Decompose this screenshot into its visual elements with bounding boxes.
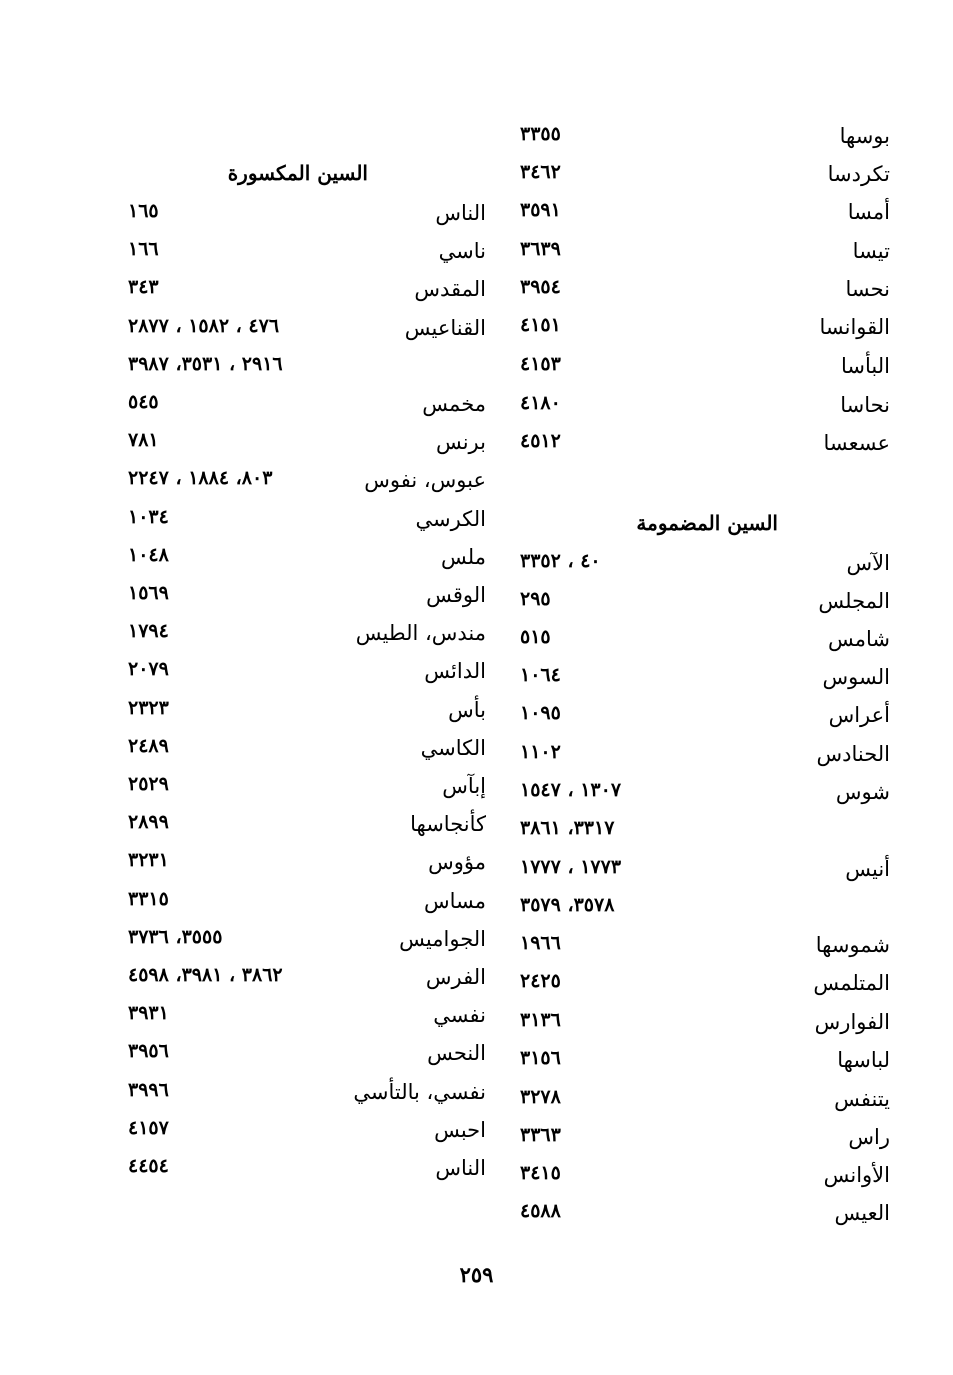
entry-word: العيس <box>834 1201 890 1225</box>
index-entry <box>520 157 890 191</box>
entry-word: المجلس <box>818 589 890 613</box>
entry-word: مخمس <box>422 392 486 416</box>
entry-word: الوقس <box>426 583 486 607</box>
entry-numbers: ٣٣١٥ <box>128 887 169 910</box>
entry-numbers: ٢٨٩٩ <box>128 811 169 834</box>
index-entry <box>128 922 486 956</box>
entry-word: الأوانس <box>823 1163 890 1187</box>
index-entry <box>520 928 890 962</box>
entry-numbers: ٣١٣٦ <box>520 1009 561 1031</box>
entry-word: القوانسا <box>819 315 890 339</box>
entry-word: أمسا <box>847 200 890 224</box>
right-column <box>520 0 890 1375</box>
index-entry <box>520 195 890 229</box>
index-entry <box>128 1151 486 1185</box>
entry-word: السوس <box>822 665 890 689</box>
index-entry <box>520 426 890 460</box>
index-entry <box>520 1120 890 1154</box>
index-entry <box>520 119 890 153</box>
index-entry <box>128 807 486 841</box>
section-heading: السين المكسورة <box>227 161 368 185</box>
entry-word: الناس <box>435 1156 486 1180</box>
index-entry <box>520 966 890 1000</box>
entry-numbers: ٢٩٥ <box>520 588 551 610</box>
index-entry <box>128 1036 486 1070</box>
index-entry <box>128 998 486 1032</box>
entry-word: أعراس <box>828 703 890 727</box>
entry-word: عسعسا <box>823 431 890 455</box>
entry-numbers: ٤٥٨٨ <box>520 1200 561 1222</box>
entry-word: إبآس <box>442 774 486 798</box>
entry-numbers: ٢٠٧٩ <box>128 658 169 681</box>
entry-numbers: ١٦٦ <box>128 238 159 261</box>
entry-numbers: ٣٥٩١ <box>520 199 561 221</box>
entry-numbers: ١١٠٢ <box>520 741 561 763</box>
entry-numbers: ٥١٥ <box>520 626 551 648</box>
index-entry <box>128 387 486 421</box>
entry-word: كأنجاسها <box>410 812 486 837</box>
entry-numbers: ١٧٧٣ ، ١٧٧٧ <box>520 856 622 878</box>
entry-numbers: ٣١٥٦ <box>520 1047 561 1069</box>
entry-numbers: ٤٤٥٤ <box>128 1155 169 1177</box>
entry-numbers: ٨٠٣، ١٨٨٤ ، ٢٢٤٧ <box>128 467 273 490</box>
index-entry <box>520 1158 890 1192</box>
index-entry <box>128 654 486 688</box>
entry-word: يتنفس <box>834 1087 890 1111</box>
entry-numbers: ٢٣٢٣ <box>128 696 169 719</box>
entry-numbers: ٤٧٦ ، ١٥٨٢ ، ٢٨٧٧ <box>128 314 280 337</box>
entry-word: الناس <box>435 201 486 225</box>
entry-numbers: ٢٥٢٩ <box>128 773 169 795</box>
index-entry <box>128 960 486 994</box>
index-entry <box>128 578 486 612</box>
index-entry <box>128 693 486 727</box>
left-column <box>128 0 486 1375</box>
entry-numbers: ٣٤٦٢ <box>520 161 561 183</box>
index-entry <box>520 698 890 732</box>
entry-word: لباسها <box>837 1048 890 1072</box>
index-entry <box>128 272 486 306</box>
index-entry <box>520 1043 890 1077</box>
entry-word: الفرس <box>425 965 486 989</box>
entry-word: ناسي <box>438 239 486 264</box>
entry-numbers: ٤٠ ، ٣٣٥٢ <box>520 550 601 572</box>
entry-numbers: ٣٣٦٣ <box>520 1124 561 1146</box>
entry-word: شموسها <box>815 933 890 957</box>
entry-numbers: ٤٥١٢ <box>520 430 561 452</box>
entry-numbers: ٣٥٧٨، ٣٥٧٩ <box>520 894 615 916</box>
index-entry <box>128 1075 486 1109</box>
entry-word: القناعيس <box>404 315 486 340</box>
index-entry <box>520 775 890 809</box>
index-entry <box>128 463 486 497</box>
index-entry <box>520 1082 890 1116</box>
entry-numbers: ١٧٩٤ <box>128 620 169 643</box>
index-entry <box>520 584 890 618</box>
index-entry <box>128 196 486 230</box>
entry-word: أنيس <box>845 857 890 881</box>
entry-numbers: ٢٩١٦ ، ٣٥٣١، ٣٩٨٧ <box>128 352 283 375</box>
index-entry <box>128 502 486 536</box>
index-entry <box>520 737 890 771</box>
index-entry <box>520 890 890 924</box>
index-entry <box>128 884 486 918</box>
entry-word: راس <box>848 1125 890 1149</box>
entry-numbers: ٣٦٣٩ <box>520 238 561 260</box>
entry-word: مساس <box>423 888 486 913</box>
entry-numbers: ٤١٥٧ <box>128 1116 169 1139</box>
entry-word: الدائس <box>424 659 486 684</box>
entry-numbers: ١٠٣٤ <box>128 505 169 528</box>
entry-numbers: ٣٩٥٦ <box>128 1040 169 1063</box>
entry-numbers: ٣٣١٧، ٣٨٦١ <box>520 817 615 839</box>
entry-word: المتلمس <box>813 971 890 995</box>
index-entry <box>520 349 890 383</box>
entry-word: الآس <box>846 551 890 575</box>
index-entry <box>128 349 486 383</box>
index-entry <box>128 769 486 803</box>
entry-numbers: ١٠٩٥ <box>520 702 561 724</box>
index-entry <box>520 1196 890 1230</box>
index-entry <box>520 310 890 344</box>
entry-numbers: ٤١٥١ <box>520 314 561 336</box>
entry-numbers: ١٥٦٩ <box>128 582 169 604</box>
index-entry <box>128 616 486 650</box>
entry-word: تكردسا <box>827 162 890 186</box>
entry-word: بأس <box>448 697 486 722</box>
index-entry <box>128 234 486 268</box>
entry-word: شامس <box>827 627 890 651</box>
entry-numbers: ٢٤٢٥ <box>520 970 561 992</box>
index-entry <box>128 1113 486 1147</box>
entry-numbers: ٣٢٣١ <box>128 849 169 872</box>
entry-word: نحسا <box>845 277 890 301</box>
entry-numbers: ٣٩٩٦ <box>128 1078 169 1101</box>
entry-word: بوسها <box>839 124 890 148</box>
entry-numbers: ٢٤٨٩ <box>128 734 169 757</box>
index-entry <box>128 425 486 459</box>
entry-word: البأسا <box>841 354 890 378</box>
entry-word: نفسي، بالتأسي <box>353 1079 486 1104</box>
index-entry <box>520 622 890 656</box>
entry-word: برنس <box>435 430 486 455</box>
entry-numbers: ٧٨١ <box>128 429 159 452</box>
entry-word: نحاسا <box>840 393 890 417</box>
index-entry <box>520 660 890 694</box>
entry-numbers: ٣٩٣١ <box>128 1002 169 1025</box>
entry-word: المقدس <box>414 277 486 302</box>
entry-word: مندس، الطيس <box>355 621 486 646</box>
index-entry <box>520 1005 890 1039</box>
index-entry <box>520 813 890 847</box>
entry-numbers: ٣٣٥٥ <box>520 123 561 145</box>
entry-numbers: ٣٥٥٥، ٣٧٣٦ <box>128 925 223 948</box>
entry-numbers: ٣٩٥٤ <box>520 276 561 298</box>
entry-word: الكرسي <box>415 506 486 531</box>
entry-word: الفوارس <box>814 1010 890 1034</box>
index-entry <box>520 852 890 886</box>
section-heading: السين المضمومة <box>636 511 778 535</box>
entry-numbers: ٣٤٣ <box>128 276 159 299</box>
entry-numbers: ٣٢٧٨ <box>520 1086 561 1108</box>
entry-numbers: ٣٨٦٢ ، ٣٩٨١، ٤٥٩٨ <box>128 964 283 986</box>
entry-numbers: ١٠٤٨ <box>128 543 169 566</box>
entry-word: النحس <box>427 1041 486 1066</box>
index-entry <box>520 234 890 268</box>
index-entry <box>128 311 486 345</box>
entry-numbers: ١٠٦٤ <box>520 664 561 686</box>
entry-numbers: ٤١٥٣ <box>520 353 561 375</box>
entry-word: الكاسي <box>420 735 486 760</box>
page-number: ٢٥٩ <box>459 1262 494 1287</box>
index-entry <box>520 388 890 422</box>
entry-word: ملس <box>441 544 486 569</box>
entry-numbers: ٥٤٥ <box>128 391 159 413</box>
index-entry <box>128 731 486 765</box>
entry-word: نفسي <box>433 1003 486 1028</box>
index-entry <box>128 540 486 574</box>
entry-word: الحنادس <box>816 742 890 766</box>
entry-word: الجواميس <box>399 926 486 951</box>
entry-word: احبس <box>434 1117 486 1142</box>
entry-numbers: ٣٤١٥ <box>520 1162 561 1184</box>
entry-word: تيسا <box>852 239 890 263</box>
entry-numbers: ١٣٠٧ ، ١٥٤٧ <box>520 779 622 801</box>
index-entry <box>128 845 486 879</box>
entry-numbers: ٤١٨٠ <box>520 392 561 414</box>
entry-word: شوس <box>835 780 890 804</box>
entry-word: مؤوس <box>428 850 486 875</box>
index-entry <box>520 546 890 580</box>
entry-numbers: ١٩٦٦ <box>520 932 561 954</box>
index-entry <box>520 272 890 306</box>
entry-numbers: ١٦٥ <box>128 200 159 222</box>
entry-word: عبوس، نفوس <box>364 468 486 493</box>
